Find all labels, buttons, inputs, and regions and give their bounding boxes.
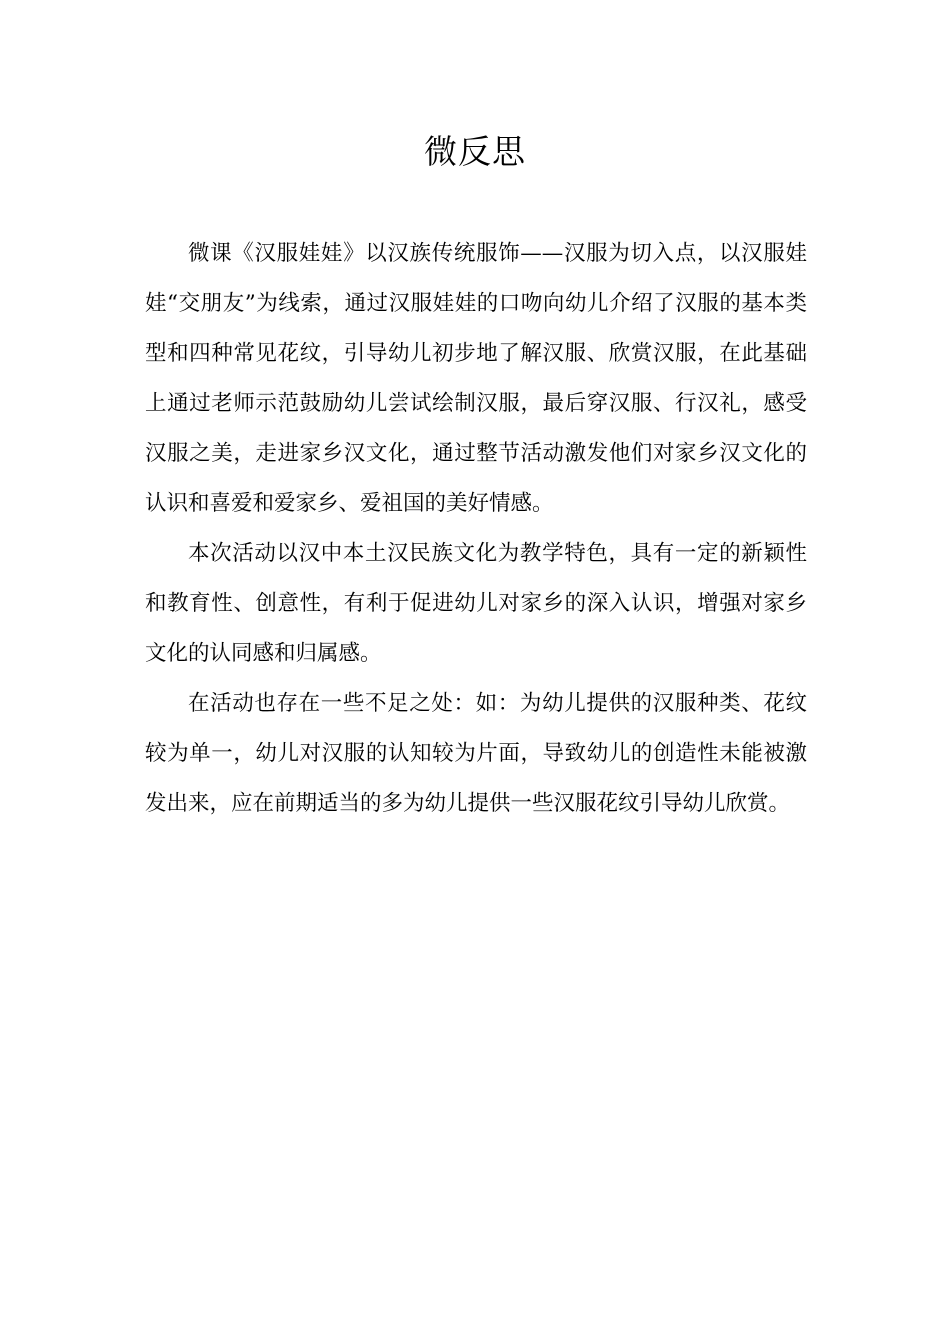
paragraph-2: 本次活动以汉中本土汉民族文化为教学特色，具有一定的新颖性和教育性、创意性，有利于促进幼儿对家乡的深入认识，增强对家乡文化的认同感和归属感。 <box>145 541 807 666</box>
document-body <box>145 229 807 829</box>
paragraph-3: 在活动也存在一些不足之处：如：为幼儿提供的汉服种类、花纹较为单一，幼儿对汉服的认知较为片面，导致幼儿的创造性未能被激发出来，应在前期适当的多为幼儿提供一些汉服花纹引导幼儿欣赏。 <box>145 691 807 816</box>
page-title: 微反思 <box>424 132 526 171</box>
paragraph-1: 微课《汉服娃娃》以汉族传统服饰——汉服为切入点，以汉服娃娃“交朋友”为线索，通过汉服娃娃的口吻向幼儿介绍了汉服的基本类型和四种常见花纹，引导幼儿初步地了解汉服、欣赏汉服，在此基础上通过老师示范鼓励幼儿尝试绘制汉服，最后穿汉服、行汉礼，感受汉服之美，走进家乡汉文化，通过整节活动激发他们对家乡汉文化的认识和喜爱和爱家乡、爱祖国的美好情感。 <box>145 241 807 516</box>
